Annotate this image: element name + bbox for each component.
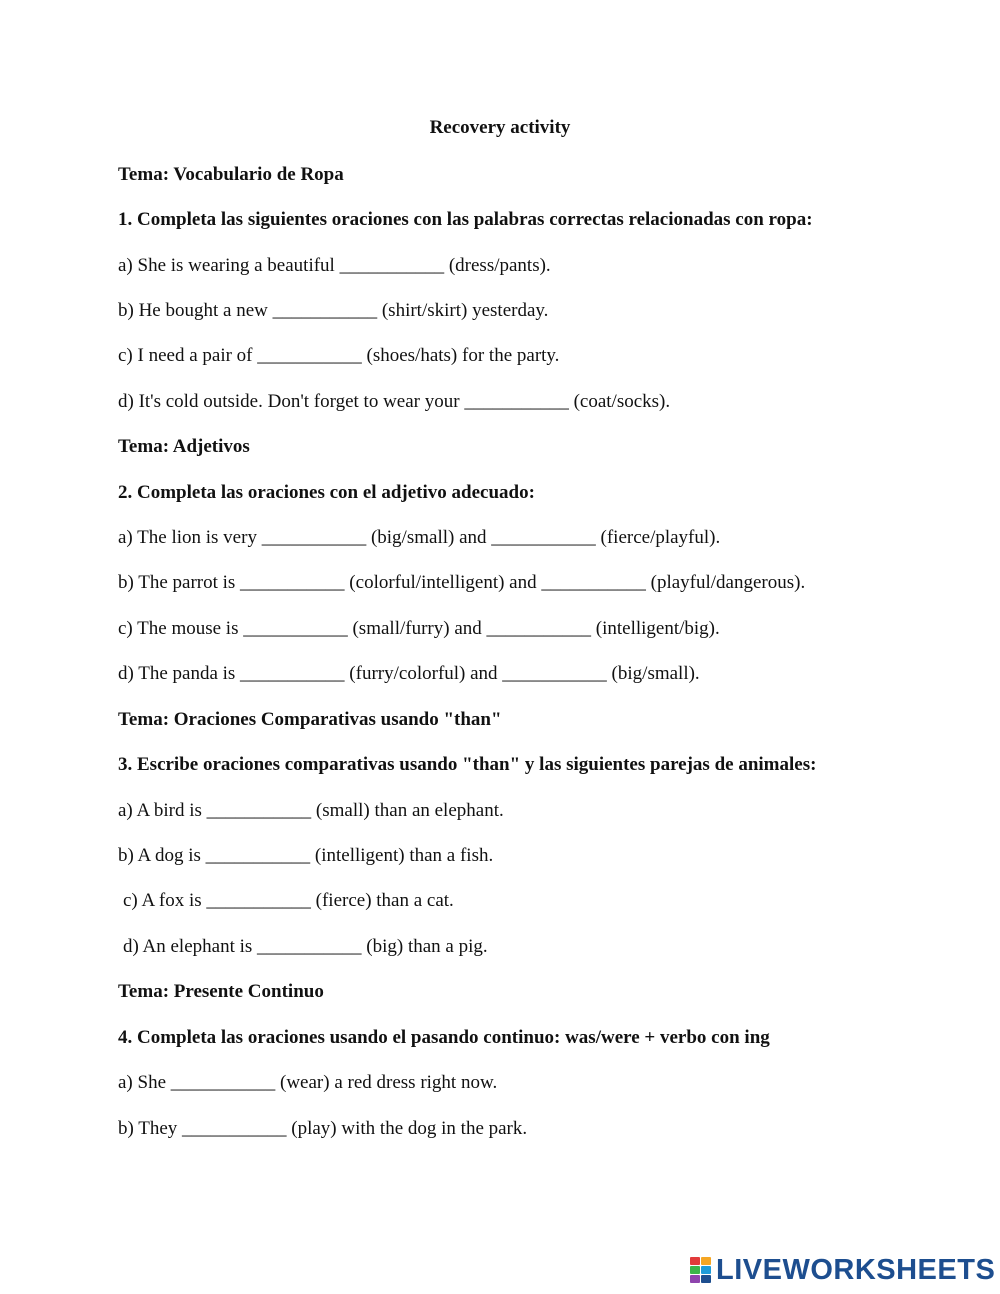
liveworksheets-logo-icon bbox=[690, 1257, 712, 1283]
topic-present-continuous: Tema: Presente Continuo bbox=[118, 981, 324, 1002]
liveworksheets-brand: LIVEWORKSHEETS bbox=[716, 1253, 996, 1286]
exercise-1c: c) I need a pair of ___________ (shoes/hats) for the party. bbox=[118, 345, 560, 366]
exercise-2d: d) The panda is ___________ (furry/colorful) and ___________ (big/small). bbox=[118, 663, 700, 684]
liveworksheets-logo bbox=[690, 1254, 995, 1286]
topic-comparatives: Tema: Oraciones Comparativas usando "than" bbox=[118, 709, 502, 730]
exercise-3a: a) A bird is ___________ (small) than an elephant. bbox=[118, 800, 504, 821]
exercise-3d: d) An elephant is ___________ (big) than a pig. bbox=[123, 936, 488, 957]
exercise-1b: b) He bought a new ___________ (shirt/skirt) yesterday. bbox=[118, 300, 549, 321]
instruction-2: 2. Completa las oraciones con el adjetivo adecuado: bbox=[118, 482, 535, 503]
exercise-1d: d) It's cold outside. Don't forget to wear your ___________ (coat/socks). bbox=[118, 391, 671, 412]
page-title: Recovery activity bbox=[429, 117, 571, 138]
instruction-3: 3. Escribe oraciones comparativas usando "than" y las siguientes parejas de animales: bbox=[118, 754, 817, 775]
topic-clothing: Tema: Vocabulario de Ropa bbox=[118, 164, 344, 185]
exercise-2a: a) The lion is very ___________ (big/small) and ___________ (fierce/playful). bbox=[118, 527, 721, 548]
exercise-3b: b) A dog is ___________ (intelligent) than a fish. bbox=[118, 845, 494, 866]
exercise-2c: c) The mouse is ___________ (small/furry) and ___________ (intelligent/big). bbox=[118, 618, 720, 639]
topic-adjectives: Tema: Adjetivos bbox=[118, 436, 250, 457]
exercise-4b: b) They ___________ (play) with the dog in the park. bbox=[118, 1118, 528, 1139]
exercise-3c: c) A fox is ___________ (fierce) than a cat. bbox=[123, 890, 454, 911]
exercise-4a: a) She ___________ (wear) a red dress right now. bbox=[118, 1072, 498, 1093]
instruction-1: 1. Completa las siguientes oraciones con las palabras correctas relacionadas con ropa: bbox=[118, 209, 813, 230]
exercise-1a: a) She is wearing a beautiful ___________ (dress/pants). bbox=[118, 255, 551, 276]
exercise-2b: b) The parrot is ___________ (colorful/intelligent) and ___________ (playful/dangerous). bbox=[118, 572, 806, 593]
instruction-4: 4. Completa las oraciones usando el pasando continuo: was/were + verbo con ing bbox=[118, 1027, 770, 1048]
